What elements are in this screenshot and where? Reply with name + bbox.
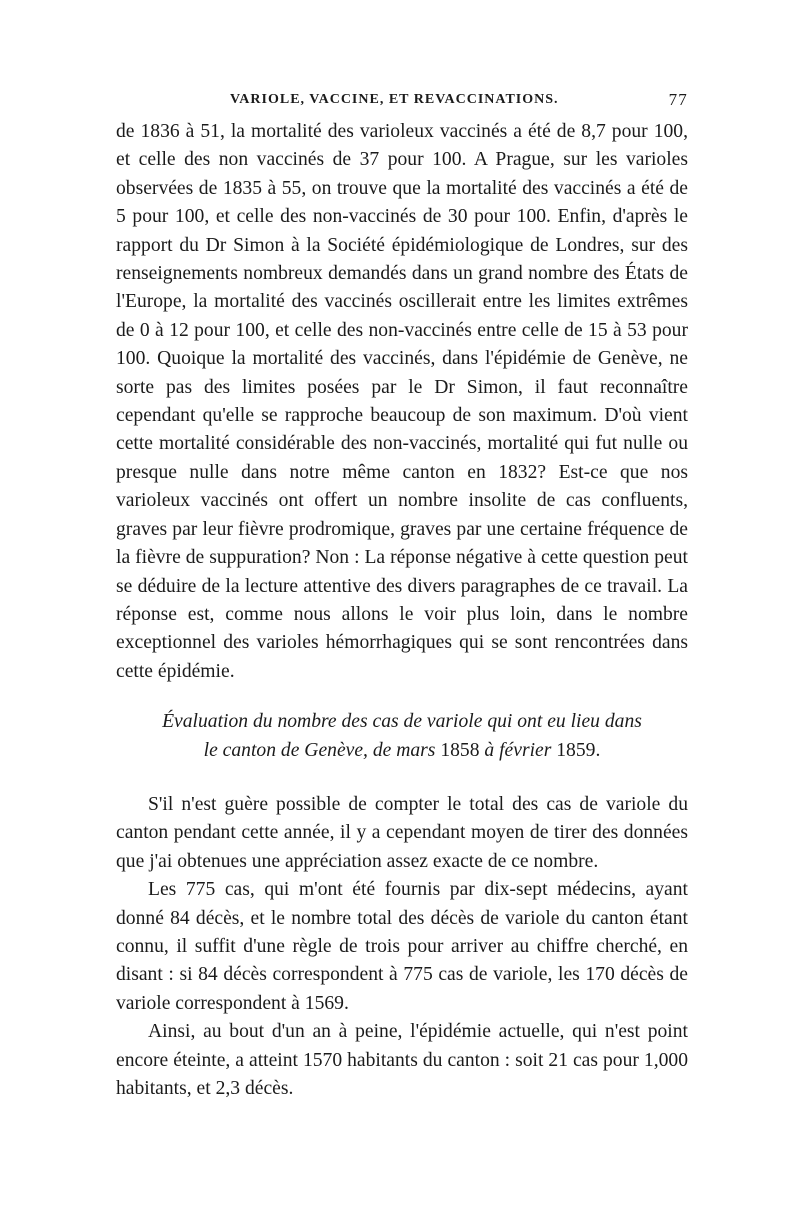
paragraph-estimate-intro: S'il n'est guère possible de compter le total des cas de variole du canton pendant cette année, il y a cependant moyen de tirer des données que j'ai obtenues une appréciation assez exacte de ce nombre. <box>116 793 688 872</box>
heading-year-start: 1858 <box>440 739 480 761</box>
page-number: 77 <box>668 90 688 109</box>
spacer <box>116 779 688 791</box>
section-heading-line-1: Évaluation du nombre des cas de variole qui ont eu lieu dans <box>162 711 642 733</box>
running-title: VARIOLE, VACCINE, ET REVACCINATIONS. <box>230 92 559 107</box>
section-heading-line-2 <box>116 737 688 765</box>
paragraph-continued: de 1836 à 51, la mortalité des varioleux vaccinés a été de 8,7 pour 100, et celle des non vaccinés de 37 pour 100. A Prague, sur les varioles observées de 1835 à 55, on trouve que la mortalité des vaccinés a été de 5 pour 100, et celle des non-vaccinés de 30 pour 100. Enfin, d'après le rapport du Dr Simon à la Société épidémiologique de Londres, sur des renseignements nombreux demandés dans un grand nombre des États de l'Europe, la mortalité des vaccinés oscillerait entre les limites extrêmes de 0 à 12 pour 100, et celle des non-vaccinés entre celle de 15 à 53 pour 100. Quoique la mortalité des vaccinés, dans l'épidémie de Genève, ne sorte pas des limites posées par le Dr Simon, il faut reconnaître cependant qu'elle se rapproche beaucoup de son maximum. D'où vient cette mortalité considérable des non-vaccinés, mortalité qui fut nulle ou presque nulle dans notre même canton en 1832? Est-ce que nos varioleux vaccinés ont offert un nombre insolite de cas confluents, graves par leur fièvre prodromique, graves par une certaine fréquence de la fièvre de suppuration? Non : La réponse négative à cette question peut se déduire de la lecture attentive des divers paragraphes de ce travail. La réponse est, comme nous allons le voir plus loin, dans le nombre exceptionnel des varioles hémorrhagiques qui se sont rencontrées dans cette épidémie. <box>116 121 688 682</box>
heading-year-end: 1859. <box>556 739 601 761</box>
paragraph-rule-of-three: Les 775 cas, qui m'ont été fournis par dix-sept médecins, ayant donné 84 décès, et le nombre total des décès de variole du canton étant connu, il suffit d'une règle de trois pour arriver au chiffre cherché, en disant : si 84 décès correspondent à 775 cas de variole, les 170 décès de variole correspondent à 1569. <box>116 879 688 1014</box>
heading-text-a: le canton de Genève, de mars <box>203 739 441 761</box>
paragraph-conclusion: Ainsi, au bout d'un an à peine, l'épidémie actuelle, qui n'est point encore éteinte, a atteint 1570 habitants du canton : soit 21 cas pour 1,000 habitants, et 2,3 décès. <box>116 1021 688 1099</box>
book-page <box>116 92 688 1103</box>
heading-text-b: à février <box>479 739 557 761</box>
running-head <box>116 92 688 118</box>
section-heading <box>116 708 688 765</box>
